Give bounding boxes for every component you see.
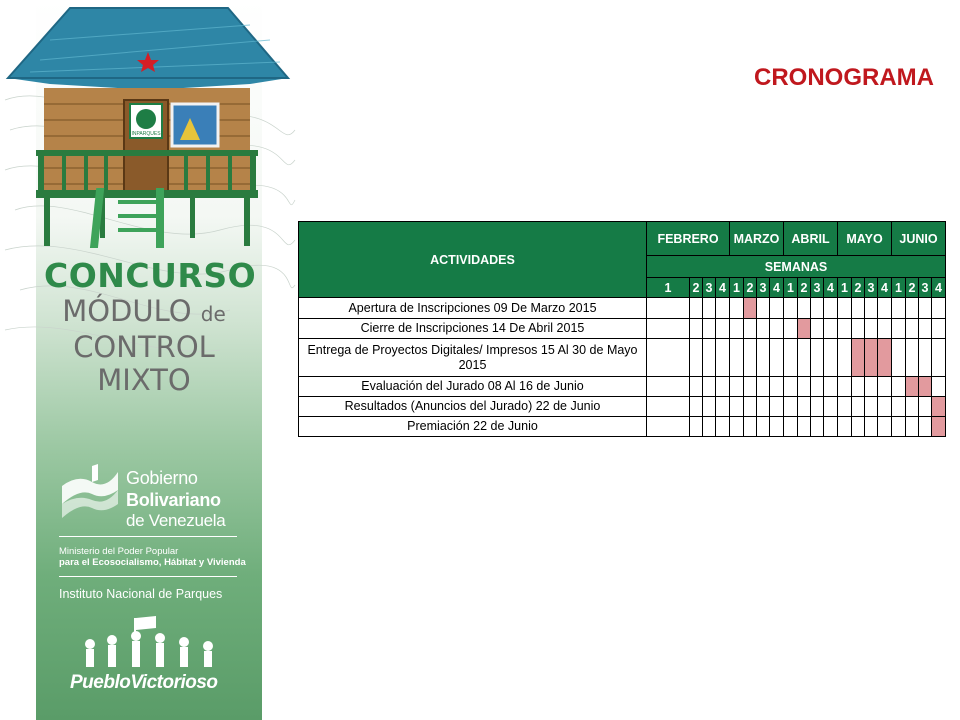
week-number: 1	[838, 278, 852, 298]
week-cell	[811, 377, 824, 397]
week-cell	[919, 319, 932, 339]
week-cell	[865, 377, 878, 397]
week-cell	[906, 298, 919, 319]
venezuela-text: de Venezuela	[126, 511, 226, 530]
page-title: CRONOGRAMA	[754, 64, 934, 91]
week-cell	[703, 417, 716, 437]
week-cell	[730, 298, 744, 319]
gobierno-text: Gobierno	[126, 468, 198, 488]
week-cell	[716, 417, 730, 437]
hut-illustration	[0, 0, 300, 260]
week-cell	[919, 397, 932, 417]
week-cell	[798, 417, 811, 437]
week-cell	[865, 417, 878, 437]
concurso-text: CONCURSO	[44, 256, 257, 295]
activity-label: Entrega de Proyectos Digitales/ Impresos 15 Al 30 de Mayo 2015	[299, 339, 647, 377]
week-cell	[770, 319, 784, 339]
week-number: 1	[892, 278, 906, 298]
week-cell	[647, 417, 690, 437]
week-cell	[865, 319, 878, 339]
actividades-header: ACTIVIDADES	[299, 222, 647, 298]
week-cell	[865, 397, 878, 417]
week-number: 2	[906, 278, 919, 298]
week-number: 4	[770, 278, 784, 298]
week-cell	[811, 298, 824, 319]
mixto-text: MIXTO	[97, 363, 191, 397]
week-cell	[757, 397, 770, 417]
divider	[59, 576, 237, 577]
week-cell	[703, 298, 716, 319]
week-cell	[865, 298, 878, 319]
week-cell	[784, 319, 798, 339]
activity-row	[299, 377, 946, 397]
week-cell	[716, 339, 730, 377]
week-cell	[824, 298, 838, 319]
crowd-icon	[70, 614, 230, 670]
week-cell	[690, 339, 703, 377]
week-cell	[878, 377, 892, 397]
semanas-header: SEMANAS	[647, 256, 946, 278]
week-cell	[932, 339, 946, 377]
week-cell	[757, 417, 770, 437]
hut-sign-text: INPARQUES	[131, 131, 161, 137]
activity-label: Apertura de Inscripciones 09 De Marzo 2015	[299, 298, 647, 319]
week-cell-active	[852, 339, 865, 377]
week-cell	[852, 298, 865, 319]
week-cell	[906, 319, 919, 339]
week-cell	[730, 377, 744, 397]
bolivariano-text: Bolivariano	[126, 490, 221, 510]
week-number: 2	[852, 278, 865, 298]
week-cell-active	[798, 319, 811, 339]
week-cell	[838, 319, 852, 339]
activity-row	[299, 319, 946, 339]
week-cell	[838, 417, 852, 437]
week-cell	[716, 319, 730, 339]
week-cell	[824, 397, 838, 417]
week-cell	[647, 298, 690, 319]
week-number: 4	[716, 278, 730, 298]
week-cell	[824, 339, 838, 377]
week-number: 3	[811, 278, 824, 298]
week-cell	[716, 377, 730, 397]
week-cell	[770, 417, 784, 437]
week-cell-active	[878, 339, 892, 377]
week-cell	[744, 339, 757, 377]
week-cell	[798, 377, 811, 397]
week-cell-active	[932, 397, 946, 417]
week-number: 1	[730, 278, 744, 298]
week-cell	[852, 377, 865, 397]
week-cell	[744, 417, 757, 437]
week-cell	[892, 377, 906, 397]
activity-label: Resultados (Anuncios del Jurado) 22 de Junio	[299, 397, 647, 417]
week-cell	[892, 339, 906, 377]
week-cell	[784, 397, 798, 417]
week-number: 4	[932, 278, 946, 298]
schedule-table	[298, 221, 946, 437]
flag-logo-icon	[58, 460, 120, 522]
week-cell	[878, 417, 892, 437]
month-header: ABRIL	[784, 222, 838, 256]
week-cell	[703, 339, 716, 377]
modulo-text: MÓDULO	[62, 294, 192, 328]
activity-row	[299, 397, 946, 417]
week-cell-active	[906, 377, 919, 397]
week-number: 1	[647, 278, 690, 298]
week-cell	[906, 417, 919, 437]
week-cell	[730, 319, 744, 339]
week-cell	[852, 417, 865, 437]
week-cell	[919, 298, 932, 319]
week-number: 3	[703, 278, 716, 298]
week-cell	[757, 319, 770, 339]
week-cell	[932, 298, 946, 319]
week-cell	[906, 397, 919, 417]
week-cell	[647, 339, 690, 377]
week-number: 4	[878, 278, 892, 298]
week-number: 1	[784, 278, 798, 298]
week-cell	[690, 377, 703, 397]
week-cell	[647, 377, 690, 397]
week-cell	[838, 298, 852, 319]
week-cell	[919, 417, 932, 437]
week-cell	[744, 319, 757, 339]
divider	[59, 536, 237, 537]
week-cell	[784, 339, 798, 377]
control-text: CONTROL	[73, 330, 215, 364]
activity-label: Cierre de Inscripciones 14 De Abril 2015	[299, 319, 647, 339]
week-cell	[784, 298, 798, 319]
week-cell	[852, 319, 865, 339]
week-cell	[703, 397, 716, 417]
week-number: 3	[919, 278, 932, 298]
contest-title	[44, 256, 264, 397]
week-cell	[703, 377, 716, 397]
week-cell	[647, 319, 690, 339]
week-cell	[878, 319, 892, 339]
activity-row	[299, 339, 946, 377]
week-cell	[892, 417, 906, 437]
month-header: JUNIO	[892, 222, 946, 256]
week-cell	[744, 377, 757, 397]
week-cell-active	[744, 298, 757, 319]
month-header: MARZO	[730, 222, 784, 256]
week-cell	[744, 397, 757, 417]
week-cell	[690, 397, 703, 417]
week-cell	[730, 397, 744, 417]
week-cell	[770, 377, 784, 397]
week-number: 2	[798, 278, 811, 298]
week-cell	[716, 397, 730, 417]
week-number: 4	[824, 278, 838, 298]
week-cell	[690, 298, 703, 319]
month-header: FEBRERO	[647, 222, 730, 256]
week-cell	[716, 298, 730, 319]
week-cell	[690, 319, 703, 339]
week-cell	[824, 377, 838, 397]
week-cell	[690, 417, 703, 437]
week-cell	[838, 377, 852, 397]
week-cell	[770, 339, 784, 377]
week-cell	[811, 319, 824, 339]
week-cell	[892, 397, 906, 417]
week-cell-active	[932, 417, 946, 437]
modulo-line	[44, 295, 244, 331]
week-cell	[770, 397, 784, 417]
activity-label: Evaluación del Jurado 08 Al 16 de Junio	[299, 377, 647, 397]
week-cell	[784, 417, 798, 437]
week-number: 2	[744, 278, 757, 298]
week-cell	[647, 397, 690, 417]
week-cell	[798, 339, 811, 377]
week-cell	[703, 319, 716, 339]
pueblo-victorioso-logo: PuebloVictorioso	[70, 672, 218, 693]
ministry-line-2: para el Ecosocialismo, Hábitat y Vivienda	[59, 557, 246, 568]
week-cell	[892, 298, 906, 319]
week-cell	[824, 417, 838, 437]
week-cell	[892, 319, 906, 339]
activity-label: Premiación 22 de Junio	[299, 417, 647, 437]
week-cell	[757, 339, 770, 377]
week-number: 3	[757, 278, 770, 298]
week-cell	[824, 319, 838, 339]
week-cell	[798, 397, 811, 417]
activity-row	[299, 417, 946, 437]
week-cell	[932, 377, 946, 397]
week-cell	[838, 397, 852, 417]
institute-text: Instituto Nacional de Parques	[59, 587, 223, 601]
week-number: 3	[865, 278, 878, 298]
week-cell	[770, 298, 784, 319]
week-number: 2	[690, 278, 703, 298]
week-cell	[878, 298, 892, 319]
week-cell	[730, 339, 744, 377]
activity-row	[299, 298, 946, 319]
week-cell-active	[919, 377, 932, 397]
week-cell	[757, 377, 770, 397]
week-cell	[811, 339, 824, 377]
week-cell	[932, 319, 946, 339]
week-cell	[906, 339, 919, 377]
week-cell	[878, 397, 892, 417]
week-cell	[838, 339, 852, 377]
month-header: MAYO	[838, 222, 892, 256]
week-cell-active	[865, 339, 878, 377]
week-cell	[919, 339, 932, 377]
header-row	[299, 222, 946, 256]
week-cell	[798, 298, 811, 319]
de-text: de	[200, 302, 226, 326]
week-cell	[784, 377, 798, 397]
ministry-line-1: Ministerio del Poder Popular	[59, 546, 179, 557]
week-cell	[730, 417, 744, 437]
week-cell	[811, 397, 824, 417]
week-cell	[852, 397, 865, 417]
ministry-text	[59, 546, 249, 568]
week-cell	[811, 417, 824, 437]
week-cell	[757, 298, 770, 319]
